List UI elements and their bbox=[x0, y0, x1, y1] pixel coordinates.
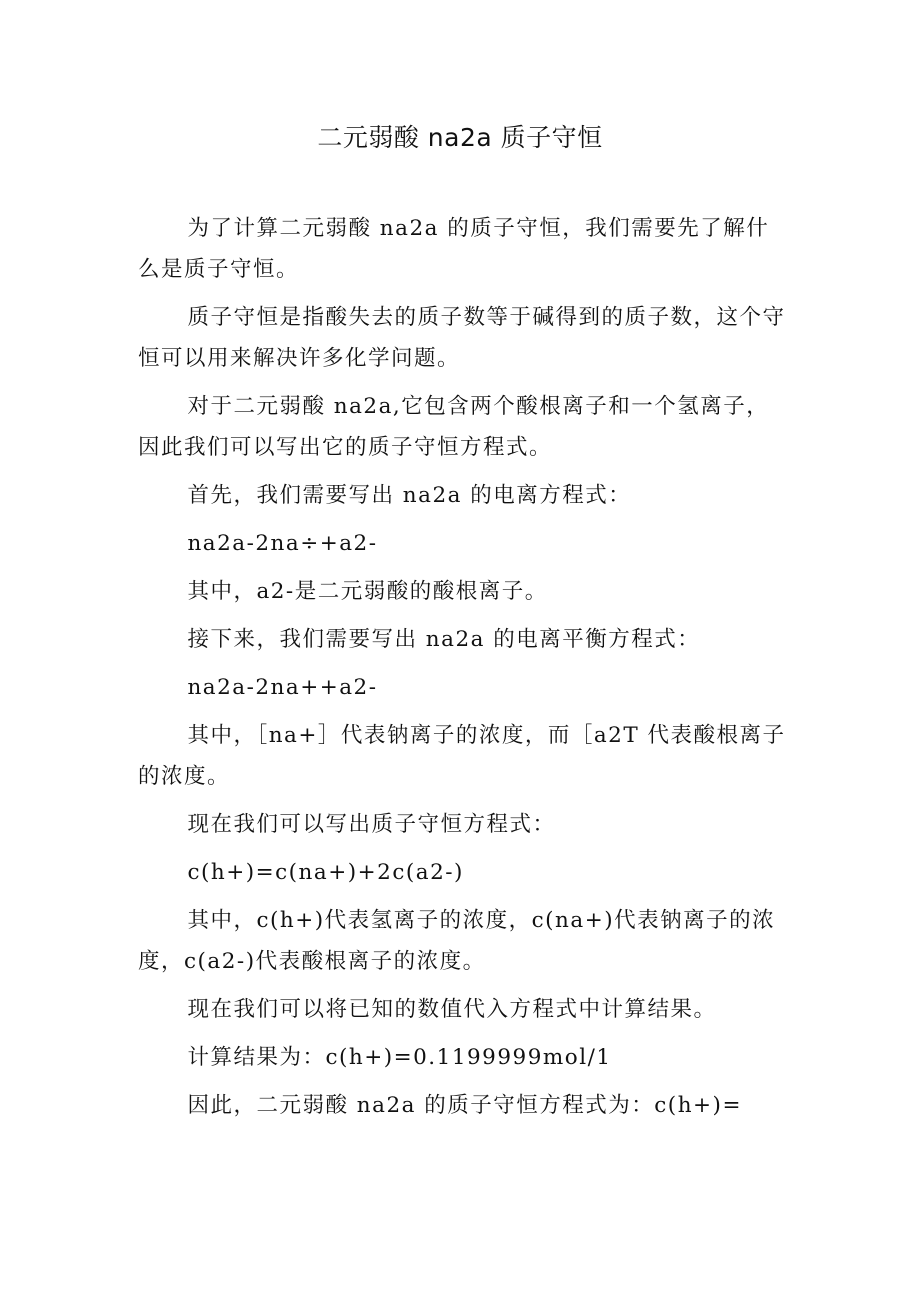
paragraph-substitution: 现在我们可以将已知的数值代入方程式中计算结果。 bbox=[187, 997, 717, 1022]
paragraph-na2a-composition: 对于二元弱酸 na2a,它包含两个酸根离子和一个氢离子，因此我们可以写出它的质子守恒方程式。 bbox=[138, 394, 770, 460]
document-title: 二元弱酸 na2a 质子守恒 bbox=[317, 123, 603, 152]
paragraph-ionization-intro: 首先，我们需要写出 na2a 的电离方程式： bbox=[187, 483, 632, 508]
equation-proton-conservation: c(h+)=c(na+)+2c(a2-) bbox=[187, 860, 464, 885]
paragraph-concentration-explanation: 其中，［na+］代表钠离子的浓度，而［a2T 代表酸根离子的浓度。 bbox=[138, 723, 786, 789]
paragraph-definition: 质子守恒是指酸失去的质子数等于碱得到的质子数，这个守恒可以用来解决许多化学问题。 bbox=[138, 305, 786, 371]
paragraph-a2-explanation: 其中，a2-是二元弱酸的酸根离子。 bbox=[187, 579, 548, 604]
document-body bbox=[138, 208, 788, 1126]
paragraph-intro: 为了计算二元弱酸 na2a 的质子守恒，我们需要先了解什么是质子守恒。 bbox=[138, 216, 770, 282]
equation-equilibrium: na2a-2na++a2- bbox=[187, 675, 378, 700]
paragraph-proton-equation-intro: 现在我们可以写出质子守恒方程式： bbox=[187, 812, 556, 837]
paragraph-conclusion: 因此，二元弱酸 na2a 的质子守恒方程式为：c(h+)= bbox=[187, 1093, 742, 1118]
paragraph-equilibrium-intro: 接下来，我们需要写出 na2a 的电离平衡方程式： bbox=[187, 627, 701, 652]
paragraph-result: 计算结果为：c(h+)=0.1199999mol/1 bbox=[187, 1045, 612, 1070]
equation-ionization: na2a-2na÷+a2- bbox=[187, 531, 378, 556]
paragraph-symbol-explanation: 其中，c(h+)代表氢离子的浓度，c(na+)代表钠离子的浓度，c(a2-)代表酸根离子的浓度。 bbox=[138, 908, 776, 974]
